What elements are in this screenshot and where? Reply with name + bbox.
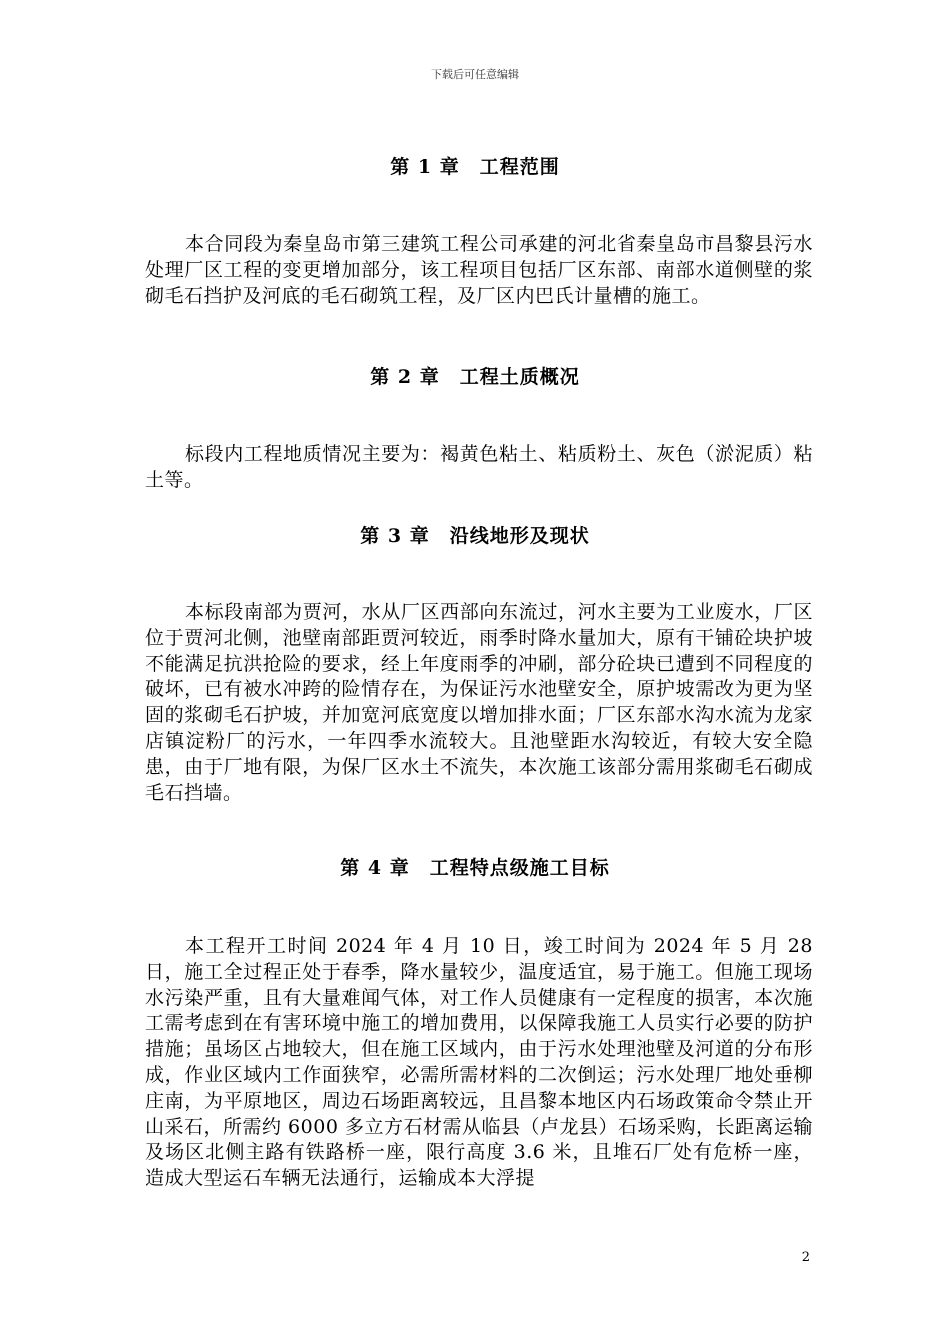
chapter-3-paragraph: 本标段南部为贾河，水从厂区西部向东流过，河水主要为工业废水，厂区位于贾河北侧，池壁南部距贾河较近，雨季时降水量加大，原有干铺砼块护坡不能满足抗洪抢险的要求，经上年度雨季的冲刷，部分砼块已遭到不同程度的破坏，已有被水冲跨的险情存在，为保证污水池壁安全，原护坡需改为更为坚固的浆砌毛石护坡，并加宽河底宽度以增加排水面；厂区东部水沟水流为龙家店镇淀粉厂的污水，一年四季水流较大。且池壁距水沟较近，有较大安全隐患，由于厂地有限，为保厂区水土不流失，本次施工该部分需用浆砌毛石砌成毛石挡墙。 bbox=[145, 601, 813, 804]
chapter-1-heading: 第 1 章 工程范围 bbox=[390, 156, 560, 178]
chapter-1-paragraph: 本合同段为秦皇岛市第三建筑工程公司承建的河北省秦皇岛市昌黎县污水处理厂区工程的变更增加部分，该工程项目包括厂区东部、南部水道侧壁的浆砌毛石挡护及河底的毛石砌筑工程，及厂区内巴氏计量槽的施工。 bbox=[145, 233, 813, 307]
chapter-3-heading: 第 3 章 沿线地形及现状 bbox=[360, 525, 590, 547]
header-note: 下载后可任意编辑 bbox=[431, 68, 519, 81]
chapter-2-heading: 第 2 章 工程土质概况 bbox=[370, 366, 580, 388]
chapter-2-paragraph: 标段内工程地质情况主要为：褐黄色粘土、粘质粉土、灰色（淤泥质）粘土等。 bbox=[145, 443, 813, 491]
chapter-4-paragraph: 本工程开工时间 2024 年 4 月 10 日，竣工时间为 2024 年 5 月 28 日，施工全过程正处于春季，降水量较少，温度适宜，易于施工。但施工现场水污染严重，且有大量难闻气体，对工作人员健康有一定程度的损害，本次施工需考虑到在有害环境中施工的增加费用，以保障我施工人员实行必要的防护措施；虽场区占地较大，但在施工区域内，由于污水处理池壁及河道的分布形成，作业区域内工作面狭窄，必需所需材料的二次倒运；污水处理厂地处垂柳庄南，为平原地区，周边石场距离较远，且昌黎本地区内石场政策命令禁止开山采石，所需约 6000 多立方石材需从临县（卢龙县）石场采购，长距离运输及场区北侧主路有铁路桥一座，限行高度 3.6 米，且堆石厂处有危桥一座，造成大型运石车辆无法通行，运输成本大浮提 bbox=[145, 935, 813, 1190]
chapter-4-heading: 第 4 章 工程特点级施工目标 bbox=[340, 857, 610, 879]
page-number: 2 bbox=[801, 1250, 810, 1265]
